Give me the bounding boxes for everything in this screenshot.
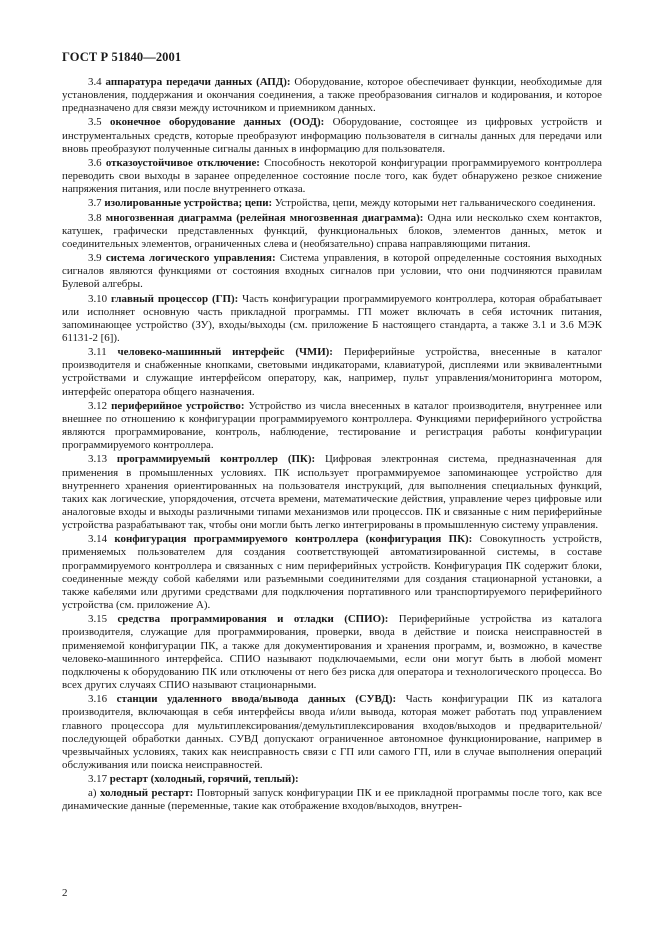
paragraph-3-11 bbox=[62, 346, 602, 399]
paragraph-3-17 bbox=[62, 773, 602, 786]
paragraph-number: 3.13 bbox=[88, 453, 108, 466]
paragraph-number: 3.5 bbox=[88, 116, 102, 129]
paragraph-3-6 bbox=[62, 157, 602, 196]
term: средства программирования и отладки (СПИО): bbox=[117, 613, 389, 626]
term: программируемый контроллер (ПК): bbox=[116, 453, 316, 466]
document-body bbox=[62, 76, 602, 815]
paragraph-number: 3.11 bbox=[88, 346, 107, 359]
paragraph-number: 3.4 bbox=[88, 76, 102, 88]
term: многозвенная диаграмма (релейная многозвенная диаграмма): bbox=[105, 211, 424, 224]
term: холодный рестарт: bbox=[99, 787, 194, 800]
term: оконечное оборудование данных (ООД): bbox=[110, 116, 325, 129]
term: человеко-машинный интерфейс (ЧМИ): bbox=[117, 346, 333, 359]
paragraph-number: 3.6 bbox=[88, 156, 102, 169]
paragraph-3-9 bbox=[62, 252, 602, 291]
term: рестарт (холодный, горячий, теплый): bbox=[109, 773, 299, 786]
definition: Устройства, цепи, между которыми нет гальванического соединения. bbox=[274, 197, 596, 210]
paragraph-3-15 bbox=[62, 613, 602, 692]
paragraph-3-5 bbox=[62, 116, 602, 155]
paragraph-number: 3.16 bbox=[88, 693, 108, 706]
term: изолированные устройства; цепи: bbox=[104, 197, 273, 210]
paragraph-number: 3.9 bbox=[88, 252, 102, 265]
paragraph-number: 3.14 bbox=[88, 533, 108, 546]
definition: Цифровая электронная система, предназначенная для применения в промышленных условиях. ПК использует программируемое запоминающее устройство для внутреннего хранения ориентированных на пользователя инструкций, для выполнения специальных функций, таких как логические, упорядочения, отсчета времени, математические действия, управление через цифровые или аналоговые входы и выходы различными типами механизмов или процессов. ПК и связанные с ним периферийные устройства разрабатывают так, чтобы они могли быть легко интегрированы в промышленную систему управления. bbox=[62, 453, 602, 532]
subparagraph-letter: а) bbox=[88, 787, 97, 800]
page-header-title: ГОСТ Р 51840—2001 bbox=[62, 50, 182, 64]
definition: Система управления, в которой определенные состояния выходных сигналов являются функциями от состояния входных сигналов при условии, что они подчиняются правилам Булевой алгебры. bbox=[62, 252, 602, 291]
definition: Совокупность устройств, применяемых пользователем для создания соответствующей автоматизированной системы, в составе программируемого контроллера и связанных с ним периферийных устройств. Конфигурация ПК содержит блоки, соединенные между собой кабелями или разъемными соединителями для создания стационарной установки, а также кабелями или другими средствами для подключения портативного или транспортируемого периферийного устройства (см. приложение А). bbox=[62, 533, 602, 612]
paragraph-number: 3.8 bbox=[88, 211, 102, 224]
paragraph-3-10 bbox=[62, 293, 602, 346]
term: система логического управления: bbox=[105, 252, 276, 265]
paragraph-number: 3.12 bbox=[88, 399, 108, 412]
term: аппаратура передачи данных (АПД): bbox=[105, 76, 291, 88]
definition: Одна или несколько схем контактов, катушек, графически представленных функций, функциональных блоков, элементов данных, меток и соединительных элементов, ограниченных слева и (необязательно) справа направляющими питания. bbox=[62, 211, 602, 250]
subparagraph-a bbox=[62, 787, 602, 813]
term: конфигурация программируемого контроллера (конфигурация ПК): bbox=[114, 533, 473, 546]
term: главный процессор (ГП): bbox=[111, 292, 239, 305]
definition: Часть конфигурации ПК из каталога производителя, включающая в себя интерфейсы ввода и/или вывода, которая может работать под управлением главного процессора для мультиплексирования/демультиплексирования входов/выходов и предварительной/последующей обработки данных. СУВД допускают ограниченное автономное функционирование, например в чрезвычайных условиях, таких как неисправность связи с ГП или самого ГП, или в случае выполнения операций обслуживания или поиска неисправностей. bbox=[62, 693, 602, 771]
definition: Повторный запуск конфигурации ПК и ее прикладной программы после того, как все динамические данные (переменные, такие как отображение входов/выходов, внутрен- bbox=[62, 787, 602, 813]
definition: Часть конфигурации программируемого контроллера, которая обрабатывает или исполняет основную часть прикладной программы. ГП может включать в себя источник питания, запоминающее устройство (ЗУ), входы/выходы (см. приложение Б настоящего стандарта, а также 3.1 и 3.6 МЭК 61131-2 [6]). bbox=[62, 292, 602, 344]
paragraph-number: 3.15 bbox=[88, 613, 108, 626]
definition: Периферийные устройства из каталога производителя, служащие для программирования, проверки, ввода в действие и поиска неисправностей в применяемой конфигурации ПК, а также для документирования и хранения программ, и, возможно, в качестве человеко-машинного интерфейса. СПИО называют подключаемыми, если они могут быть в любой момент подключены к оборудованию ПК или отключены от него без риска для оператора и технологического процесса. Во всех других случаях СПИО называют стационарными. bbox=[62, 613, 602, 692]
definition: Способность некоторой конфигурации программируемого контроллера переводить свои выходы в заранее определенное состояние после того, как будет обнаружено резкое снижение напряжения питания, или после внутреннего отказа. bbox=[62, 156, 602, 196]
paragraph-3-16 bbox=[62, 693, 602, 772]
term: станции удаленного ввода/вывода данных (СУВД): bbox=[116, 693, 397, 706]
definition: Устройство из числа внесенных в каталог производителя, внутреннее или внешнее по отношению к конфигурации программируемого контроллера. Функциями периферийного устройства являются программирование, контроль, наблюдение, тестирование и регистрация работы конфигурации программируемого контроллера. bbox=[62, 399, 602, 452]
paragraph-number: 3.10 bbox=[88, 292, 108, 305]
paragraph-3-13 bbox=[62, 453, 602, 532]
definition: Периферийные устройства, внесенные в каталог производителя и снабженные кнопками, световыми индикаторами, клавиатурой, дисплеями или эквивалентными устройствами и служащие интерфейсом оператору, как, например, пульт управления/мониторинга мотором, интерфейс оператора общего назначения. bbox=[62, 346, 602, 398]
paragraph-number: 3.17 bbox=[88, 773, 108, 786]
paragraph-3-14 bbox=[62, 533, 602, 612]
paragraph-3-4 bbox=[62, 76, 602, 115]
definition: Оборудование, состоящее из цифровых устройств и инструментальных средств, которые преобразуют информацию пользователя в сигналы данных для передачи или вновь преобразуют полученные сигналы данных в информацию для пользователя. bbox=[62, 116, 602, 155]
page-number: 2 bbox=[62, 887, 68, 899]
paragraph-3-7 bbox=[62, 197, 602, 210]
term: отказоустойчивое отключение: bbox=[105, 156, 260, 169]
paragraph-3-8 bbox=[62, 212, 602, 251]
definition: Оборудование, которое обеспечивает функции, необходимые для установления, поддержания и окончания соединения, а также преобразования сигналов и кодирования, и которое предназначено для связи между источником и приемником данных. bbox=[62, 76, 602, 115]
term: периферийное устройство: bbox=[111, 399, 245, 412]
paragraph-3-12 bbox=[62, 400, 602, 453]
paragraph-number: 3.7 bbox=[88, 197, 102, 210]
